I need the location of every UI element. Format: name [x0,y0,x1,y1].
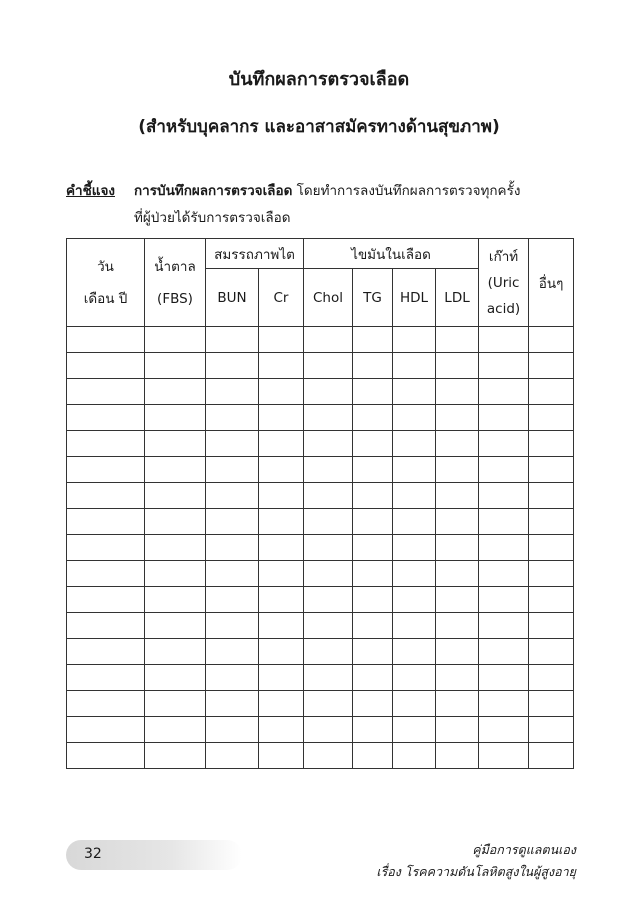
table-cell [436,613,479,639]
header-uric-line3: acid) [486,300,521,317]
instruction-label: คำชี้แจง [66,183,115,199]
table-cell [393,483,436,509]
table-cell [353,743,393,769]
table-cell [304,691,353,717]
table-cell [529,717,574,743]
table-cell [529,431,574,457]
table-cell [353,431,393,457]
header-bun: BUN [206,269,259,327]
table-cell [145,639,206,665]
table-cell [145,561,206,587]
table-cell [145,431,206,457]
table-cell [206,509,259,535]
table-cell [67,639,145,665]
table-cell [479,743,529,769]
table-cell [436,743,479,769]
table-row [67,613,574,639]
instruction-bold: การบันทึกผลการตรวจเลือด [134,183,293,199]
header-lipid-group: ไขมันในเลือด [304,239,479,269]
table-cell [393,587,436,613]
table-cell [436,405,479,431]
table-cell [353,639,393,665]
table-cell [479,431,529,457]
header-sugar-line1: น้ำตาล [154,258,196,275]
table-cell [206,535,259,561]
table-cell [304,353,353,379]
table-cell [206,665,259,691]
table-cell [436,665,479,691]
table-cell [436,691,479,717]
table-cell [67,587,145,613]
header-other: อื่นๆ [529,239,574,327]
table-cell [145,353,206,379]
header-hdl: HDL [393,269,436,327]
table-row [67,431,574,457]
table-cell [304,665,353,691]
table-cell [353,509,393,535]
table-cell [67,483,145,509]
table-cell [436,457,479,483]
table-cell [529,665,574,691]
table-cell [393,613,436,639]
table-row [67,327,574,353]
table-cell [67,431,145,457]
table-cell [479,327,529,353]
table-cell [259,587,304,613]
table-cell [529,327,574,353]
table-cell [259,691,304,717]
table-row [67,561,574,587]
table-cell [259,483,304,509]
table-cell [259,353,304,379]
table-cell [479,535,529,561]
table-row [67,691,574,717]
table-cell [145,379,206,405]
instruction-line-2: ที่ผู้ป่วยได้รับการตรวจเลือด [134,210,291,226]
table-cell [206,561,259,587]
table-cell [393,457,436,483]
table-cell [436,379,479,405]
table-cell [393,561,436,587]
table-cell [393,353,436,379]
table-cell [206,691,259,717]
table-cell [259,717,304,743]
blood-test-table [66,238,574,769]
table-cell [436,327,479,353]
table-cell [304,327,353,353]
table-row [67,457,574,483]
table-cell [67,717,145,743]
table-cell [145,665,206,691]
table-cell [353,457,393,483]
table-cell [304,717,353,743]
table-cell [479,457,529,483]
table-cell [393,327,436,353]
table-cell [67,327,145,353]
table-cell [67,665,145,691]
table-cell [353,691,393,717]
table-cell [304,639,353,665]
table-cell [206,457,259,483]
table-row [67,535,574,561]
table-cell [529,353,574,379]
table-cell [145,509,206,535]
table-cell [206,483,259,509]
table-cell [67,691,145,717]
table-row [67,483,574,509]
table-cell [259,327,304,353]
table-cell [206,353,259,379]
header-uric [479,239,529,327]
table-cell [304,535,353,561]
table-row [67,405,574,431]
table-cell [67,457,145,483]
table-cell [529,743,574,769]
instruction-text: โดยทำการลงบันทึกผลการตรวจทุกครั้ง [292,183,521,199]
table-cell [436,587,479,613]
table-row [67,379,574,405]
table-cell [259,509,304,535]
table-cell [479,379,529,405]
header-ldl: LDL [436,269,479,327]
table-cell [206,587,259,613]
table-cell [67,405,145,431]
table-cell [304,483,353,509]
table-cell [67,561,145,587]
table-cell [529,561,574,587]
table-cell [529,613,574,639]
table-cell [67,509,145,535]
table-cell [479,665,529,691]
table-cell [259,405,304,431]
header-sugar-line2: (FBS) [157,290,193,307]
table-cell [529,457,574,483]
book-title: คู่มือการดูแลตนเอง [472,842,576,857]
table-cell [145,613,206,639]
table-cell [436,431,479,457]
table-cell [479,509,529,535]
table-cell [304,379,353,405]
table-cell [393,717,436,743]
header-date [67,239,145,327]
table-cell [393,509,436,535]
table-cell [529,691,574,717]
table-cell [259,431,304,457]
table-cell [259,535,304,561]
page-number: 32 [84,846,102,862]
table-cell [393,743,436,769]
table-cell [479,353,529,379]
header-date-line2: เดือน ปี [83,290,128,307]
table-cell [479,613,529,639]
table-cell [304,587,353,613]
table-cell [304,743,353,769]
table-cell [67,379,145,405]
table-cell [393,405,436,431]
header-uric-line2: (Uric [487,274,520,291]
table-cell [259,665,304,691]
table-cell [206,431,259,457]
table-cell [304,405,353,431]
table-row [67,509,574,535]
table-cell [145,405,206,431]
table-row [67,665,574,691]
table-cell [206,717,259,743]
table-cell [145,327,206,353]
table-cell [436,353,479,379]
table-cell [479,483,529,509]
instruction-line-1 [134,178,520,205]
header-kidney-group: สมรรถภาพไต [206,239,304,269]
header-cr: Cr [259,269,304,327]
table-cell [436,717,479,743]
table-cell [206,379,259,405]
table-cell [393,665,436,691]
table-cell [353,405,393,431]
table-cell [529,405,574,431]
book-subtitle: เรื่อง โรคความดันโลหิตสูงในผู้สูงอายุ [376,864,576,879]
table-cell [529,587,574,613]
table-cell [145,483,206,509]
table-cell [353,717,393,743]
table-cell [393,639,436,665]
table-cell [479,691,529,717]
table-row [67,587,574,613]
table-cell [145,587,206,613]
table-cell [436,483,479,509]
table-cell [353,379,393,405]
table-cell [393,379,436,405]
table-cell [353,613,393,639]
table-cell [259,613,304,639]
table-cell [206,613,259,639]
table-cell [259,379,304,405]
table-cell [436,561,479,587]
table-cell [353,353,393,379]
table-cell [436,639,479,665]
page-title: บันทึกผลการตรวจเลือด [228,69,410,90]
table-cell [304,457,353,483]
table-cell [145,691,206,717]
table-cell [145,535,206,561]
table-cell [206,639,259,665]
table-cell [393,431,436,457]
table-row [67,639,574,665]
page-subtitle: (สำหรับบุคลากร และอาสาสมัครทางด้านสุขภาพ) [138,117,500,137]
table-row [67,717,574,743]
header-date-line1: วัน [97,258,114,275]
table-cell [67,535,145,561]
table-cell [206,743,259,769]
table-cell [529,509,574,535]
table-cell [259,743,304,769]
table-cell [304,431,353,457]
table-row [67,353,574,379]
table-row [67,743,574,769]
table-cell [479,405,529,431]
table-cell [67,613,145,639]
table-cell [67,743,145,769]
table-cell [353,587,393,613]
table-cell [393,691,436,717]
table-cell [353,327,393,353]
table-cell [67,353,145,379]
header-tg: TG [353,269,393,327]
table-cell [393,535,436,561]
table-cell [436,509,479,535]
table-cell [145,457,206,483]
table-cell [353,535,393,561]
table-cell [436,535,479,561]
table-cell [259,639,304,665]
header-uric-line1: เก๊าท์ [488,248,519,265]
table-cell [529,639,574,665]
table-cell [304,613,353,639]
table-cell [304,509,353,535]
table-cell [479,561,529,587]
table-cell [529,483,574,509]
table-cell [353,665,393,691]
table-cell [353,561,393,587]
table-cell [479,639,529,665]
table-cell [145,743,206,769]
header-sugar [145,239,206,327]
table-cell [529,379,574,405]
page-number-pill [66,840,242,870]
table-cell [259,561,304,587]
table-cell [479,587,529,613]
table-cell [259,457,304,483]
table-cell [145,717,206,743]
table-cell [206,405,259,431]
table-cell [304,561,353,587]
header-chol: Chol [304,269,353,327]
table-cell [479,717,529,743]
table-cell [206,327,259,353]
table-cell [529,535,574,561]
table-cell [353,483,393,509]
